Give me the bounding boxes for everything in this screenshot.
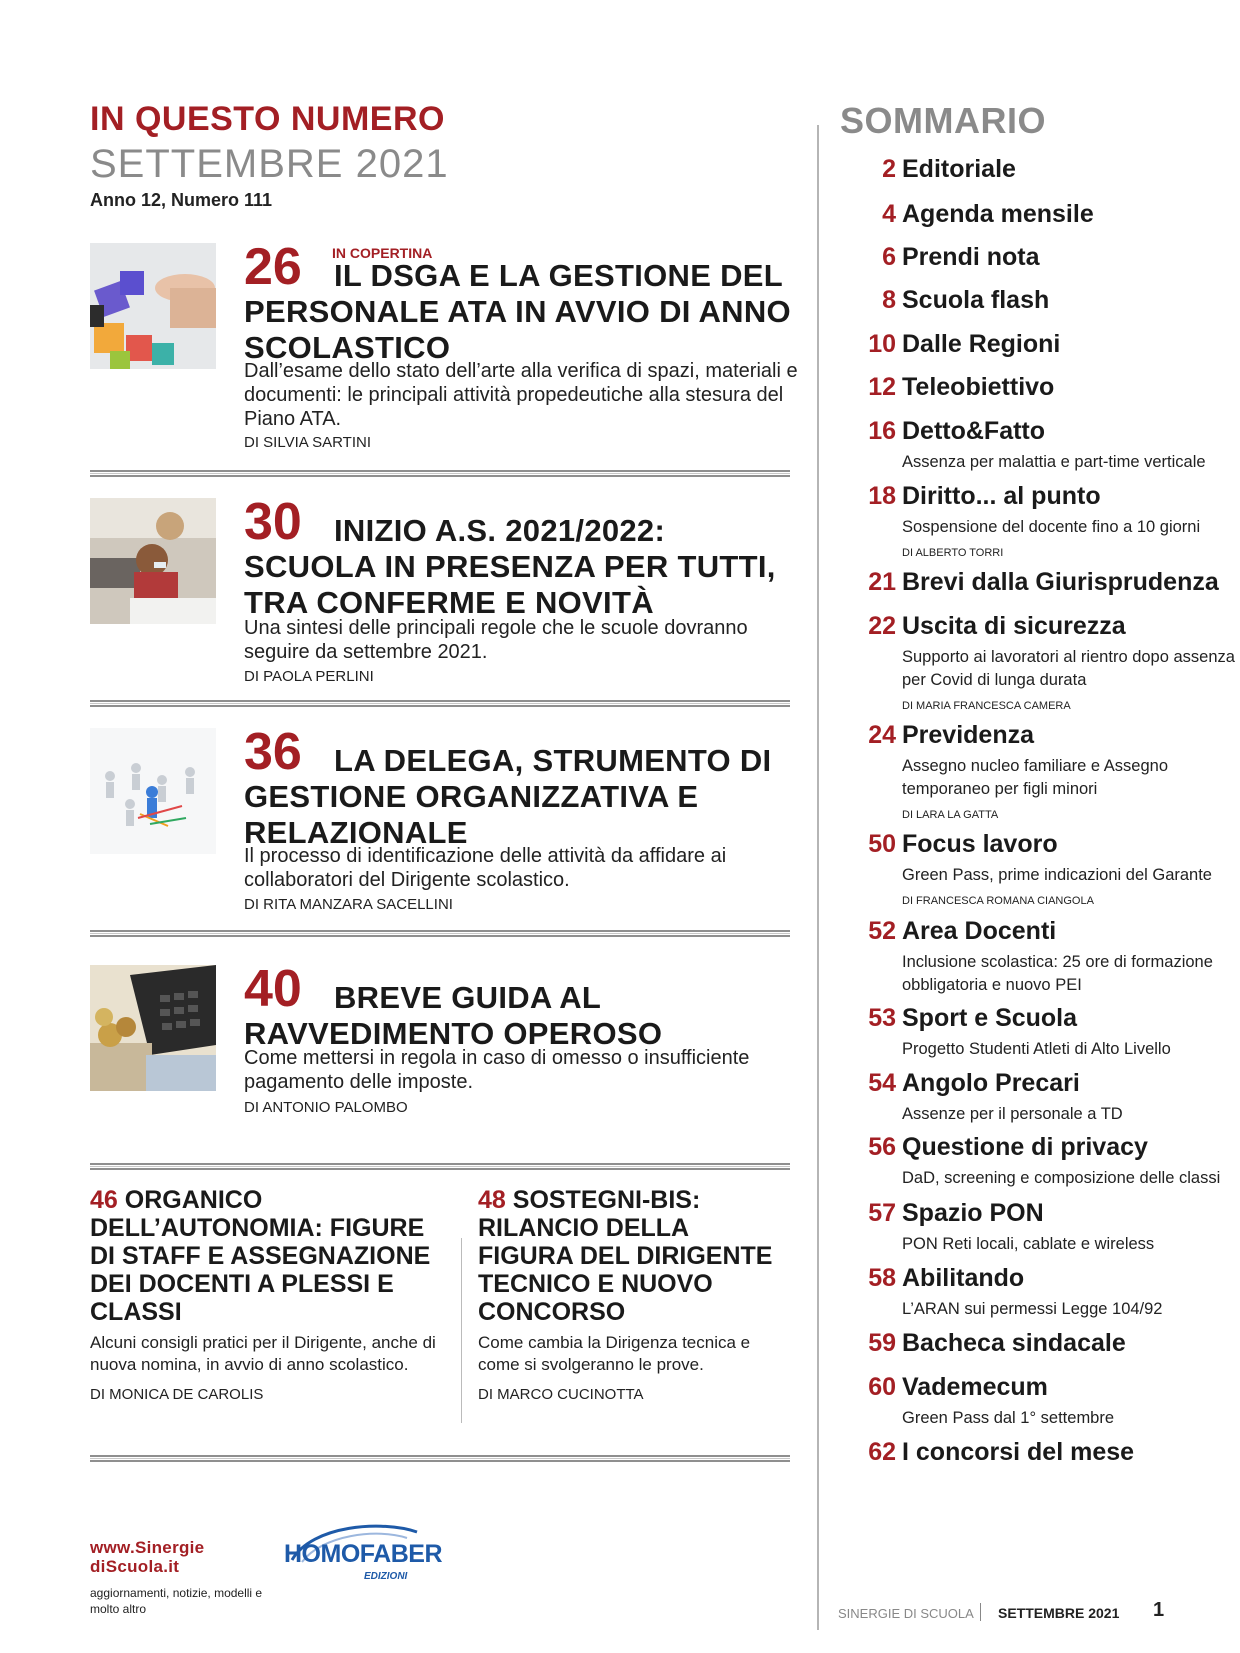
sommario-page-number: 56 [868, 1133, 896, 1161]
sommario-item-subtitle: Assegno nucleo familiare e Assegno temporaneo per figli minori [902, 757, 1168, 798]
footer-separator [980, 1603, 981, 1621]
sommario-item-title[interactable]: Vademecum [902, 1373, 1048, 1401]
sommario-page-number: 62 [868, 1438, 896, 1466]
sommario-item-title[interactable]: Area Docenti [902, 917, 1057, 945]
sommario-item-title[interactable]: Agenda mensile [902, 200, 1094, 228]
small-article-page-number: 46 [90, 1186, 118, 1214]
column-divider [461, 1238, 462, 1423]
website-link[interactable]: www.Sinergie diScuola.it [90, 1538, 205, 1576]
small-article-description: Alcuni consigli pratici per il Dirigente, anche di nuova nomina, in avvio di anno scolastico. [90, 1333, 436, 1374]
sommario-page-number: 59 [868, 1329, 896, 1357]
publisher-logo-sub: EDIZIONI [364, 1571, 408, 1582]
sommario-item-subtitle: Assenze per il personale a TD [902, 1105, 1123, 1123]
sommario-page-number: 60 [868, 1373, 896, 1401]
sommario-item-author: DI ALBERTO TORRI [902, 547, 1004, 559]
sommario-item-title[interactable]: Angolo Precari [902, 1069, 1080, 1097]
publisher-logo[interactable]: HOMOFABER [284, 1540, 443, 1568]
section-divider [90, 1163, 790, 1170]
article-author: DI SILVIA SARTINI [244, 434, 371, 451]
article-page-number: 36 [244, 723, 302, 781]
article-author: DI ANTONIO PALOMBO [244, 1099, 408, 1116]
sommario-page-number: 6 [882, 243, 896, 271]
section-divider [90, 700, 790, 707]
sommario-page-number: 50 [868, 830, 896, 858]
sommario-item-title[interactable]: Uscita di sicurezza [902, 612, 1126, 640]
sommario-item-title[interactable]: Bacheca sindacale [902, 1329, 1126, 1357]
sommario-item-subtitle: Sospensione del docente fino a 10 giorni [902, 518, 1201, 536]
page-number: 1 [1153, 1599, 1165, 1621]
article-author: DI PAOLA PERLINI [244, 668, 374, 685]
article-title[interactable]: INIZIO A.S. 2021/2022: SCUOLA IN PRESENZA PER TUTTI, TRA CONFERME E NOVITÀ [244, 513, 776, 620]
sommario-page-number: 57 [868, 1199, 896, 1227]
sommario-item-title[interactable]: Abilitando [902, 1264, 1025, 1292]
sommario-item-subtitle: Progetto Studenti Atleti di Alto Livello [902, 1040, 1171, 1058]
sommario-page-number: 58 [868, 1264, 896, 1292]
article-page-number: 26 [244, 238, 302, 296]
article-image-network-people [90, 728, 216, 854]
article-image-calculator-money [90, 965, 216, 1091]
sommario-page-number: 2 [882, 155, 896, 183]
sommario-item-title[interactable]: Scuola flash [902, 286, 1050, 314]
small-article[interactable] [90, 1186, 450, 1403]
sommario-page-number: 8 [882, 286, 896, 314]
sommario-item-subtitle: Inclusione scolastica: 25 ore di formazione obbligatoria e nuovo PEI [902, 953, 1213, 994]
footer-publication: SINERGIE DI SCUOLA [838, 1606, 974, 1621]
section-divider [90, 930, 790, 937]
sommario-item-title[interactable]: Diritto... al punto [902, 482, 1101, 510]
sommario-page-number: 54 [868, 1069, 896, 1097]
sommario-page-number: 24 [868, 721, 896, 749]
issue-kicker: IN QUESTO NUMERO [90, 100, 445, 138]
article-page-number: 40 [244, 960, 302, 1018]
small-article-author: DI MONICA DE CAROLIS [90, 1386, 264, 1403]
sommario-item-title[interactable]: Focus lavoro [902, 830, 1058, 858]
sommario-item-author: DI MARIA FRANCESCA CAMERA [902, 700, 1071, 712]
section-divider [90, 470, 790, 477]
sommario-page-number: 21 [868, 568, 896, 596]
article[interactable] [90, 960, 790, 1125]
sommario-item-author: DI LARA LA GATTA [902, 809, 999, 821]
sommario-page-number: 4 [882, 200, 896, 228]
article-image-classroom [90, 498, 216, 624]
website-tagline: aggiornamenti, notizie, modelli e molto altro [90, 1586, 263, 1616]
sommario-item-subtitle: Assenza per malattia e part-time verticale [902, 453, 1206, 471]
sommario-item-subtitle: Green Pass, prime indicazioni del Garante [902, 866, 1212, 884]
article-description: Una sintesi delle principali regole che le scuole dovranno seguire da settembre 2021. [244, 617, 748, 663]
article[interactable] [90, 493, 790, 688]
sommario-item-title[interactable]: Previdenza [902, 721, 1035, 749]
sommario-page-number: 22 [868, 612, 896, 640]
small-article-page-number: 48 [478, 1186, 506, 1214]
column-divider [817, 125, 819, 1630]
sommario-page-number: 10 [868, 330, 896, 358]
small-article-description: Come cambia la Dirigenza tecnica e come si svolgeranno le prove. [478, 1333, 751, 1374]
article-author: DI RITA MANZARA SACELLINI [244, 896, 453, 913]
sommario-page-number: 12 [868, 373, 896, 401]
article-title[interactable]: BREVE GUIDA AL RAVVEDIMENTO OPEROSO [244, 980, 663, 1051]
issue-month: SETTEMBRE 2021 [90, 142, 449, 186]
sommario-item-title[interactable]: Sport e Scuola [902, 1004, 1078, 1032]
issue-number: Anno 12, Numero 111 [90, 190, 273, 210]
article-description: Il processo di identificazione delle attività da affidare ai collaboratori del Dirigente scolastico. [244, 845, 727, 891]
article-description: Dall’esame dello stato dell’arte alla verifica di spazi, materiali e documenti: le principali attività propedeutiche alla stesura del Piano ATA. [244, 360, 798, 430]
sommario-page-number: 52 [868, 917, 896, 945]
section-divider [90, 1455, 790, 1462]
small-article-title[interactable]: 46 ORGANICO DELL’AUTONOMIA: FIGURE DI STAFF E ASSEGNAZIONE DEI DOCENTI A PLESSI E CLASSI [90, 1186, 431, 1326]
small-article[interactable] [478, 1186, 788, 1403]
article-page-number: 30 [244, 493, 302, 551]
sommario-item-subtitle: L’ARAN sui permessi Legge 104/92 [902, 1300, 1163, 1318]
sommario-item-author: DI FRANCESCA ROMANA CIANGOLA [902, 895, 1094, 907]
sommario-item-title[interactable]: Teleobiettivo [902, 373, 1055, 401]
sommario-item-title[interactable]: Questione di privacy [902, 1133, 1148, 1161]
small-article-title[interactable]: 48 SOSTEGNI-BIS: RILANCIO DELLA FIGURA DEL DIRIGENTE TECNICO E NUOVO CONCORSO [478, 1186, 773, 1326]
sommario-item-title[interactable]: Editoriale [902, 155, 1016, 183]
sommario-page-number: 18 [868, 482, 896, 510]
article-title[interactable]: LA DELEGA, STRUMENTO DI GESTIONE ORGANIZZATIVA E RELAZIONALE [244, 743, 772, 850]
article-image-puzzle [90, 243, 216, 369]
sommario-item-title[interactable]: Prendi nota [902, 243, 1040, 271]
sommario-item-title[interactable]: Detto&Fatto [902, 417, 1046, 445]
sommario-page-number: 16 [868, 417, 896, 445]
sommario-item-title[interactable]: I concorsi del mese [902, 1438, 1135, 1466]
article-description: Come mettersi in regola in caso di omesso o insufficiente pagamento delle imposte. [244, 1047, 750, 1093]
sommario-page-number: 53 [868, 1004, 896, 1032]
sommario-item-subtitle: PON Reti locali, cablate e wireless [902, 1235, 1155, 1253]
footer-month: SETTEMBRE 2021 [998, 1605, 1120, 1621]
small-article-author: DI MARCO CUCINOTTA [478, 1386, 644, 1403]
sommario-item-title[interactable]: Brevi dalla Giurisprudenza [902, 568, 1219, 596]
sommario-item-title[interactable]: Spazio PON [902, 1199, 1044, 1227]
sommario-item-subtitle: Green Pass dal 1° settembre [902, 1409, 1115, 1427]
article-title[interactable]: IL DSGA E LA GESTIONE DEL PERSONALE ATA IN AVVIO DI ANNO SCOLASTICO [244, 258, 791, 365]
article-kicker: IN COPERTINA [332, 245, 433, 261]
sommario-item-title[interactable]: Dalle Regioni [902, 330, 1061, 358]
feature-article[interactable] [90, 238, 798, 451]
sommario-item-subtitle: DaD, screening e composizione delle classi [902, 1169, 1221, 1187]
sommario-title: SOMMARIO [840, 100, 1046, 141]
article[interactable] [90, 723, 790, 928]
sommario-item-subtitle: Supporto ai lavoratori al rientro dopo assenza per Covid di lunga durata [902, 648, 1235, 689]
